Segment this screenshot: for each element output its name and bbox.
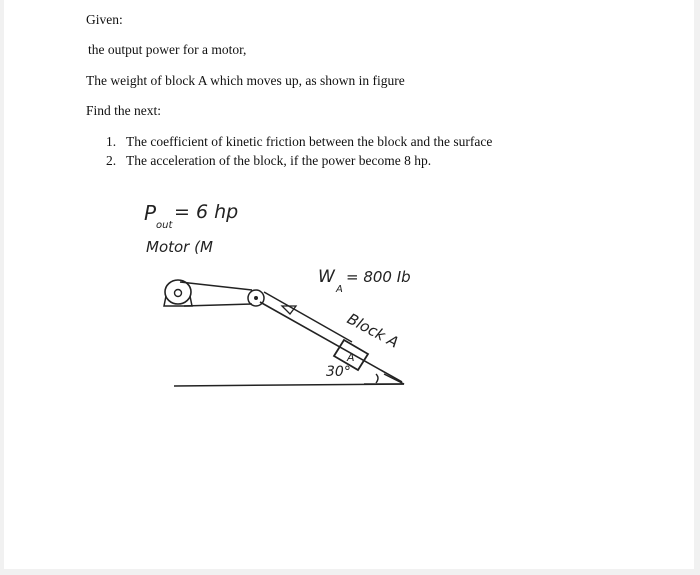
question-2: [106, 153, 431, 169]
power-label-symbol: P: [144, 201, 157, 225]
question-2-text: The acceleration of the block, if the power become 8 hp.: [126, 153, 432, 168]
pull-direction-arrow: [282, 306, 296, 314]
cable-incline: [264, 292, 352, 342]
given-item-block-weight: The weight of block A which moves up, as shown in figure: [86, 73, 405, 88]
weight-label-value: = 800 Ib: [346, 268, 411, 286]
angle-arc: [376, 374, 378, 383]
question-1: [106, 134, 492, 150]
angle-label: 30°: [326, 364, 351, 380]
question-1-number: 1.: [106, 134, 117, 149]
cable-lower: [184, 304, 252, 306]
question-1-text: The coefficient of kinetic friction between the block and the surface: [126, 134, 493, 149]
given-item-motor-power: the output power for a motor,: [88, 42, 247, 57]
weight-label-symbol: W: [318, 267, 335, 287]
question-2-number: 2.: [106, 153, 117, 168]
block-label: Block A: [344, 309, 402, 352]
block-a-letter: A: [347, 351, 355, 364]
weight-label: [318, 267, 411, 295]
motor-icon: [164, 280, 192, 306]
incline-figure: [140, 190, 440, 400]
find-heading: Find the next:: [86, 103, 161, 118]
power-label: [144, 201, 238, 231]
power-label-value: = 6 hp: [174, 201, 239, 223]
given-heading: Given:: [86, 12, 123, 27]
power-label-subscript: out: [156, 220, 173, 231]
motor-label: Motor (M: [146, 238, 213, 256]
weight-label-subscript: A: [336, 284, 343, 295]
